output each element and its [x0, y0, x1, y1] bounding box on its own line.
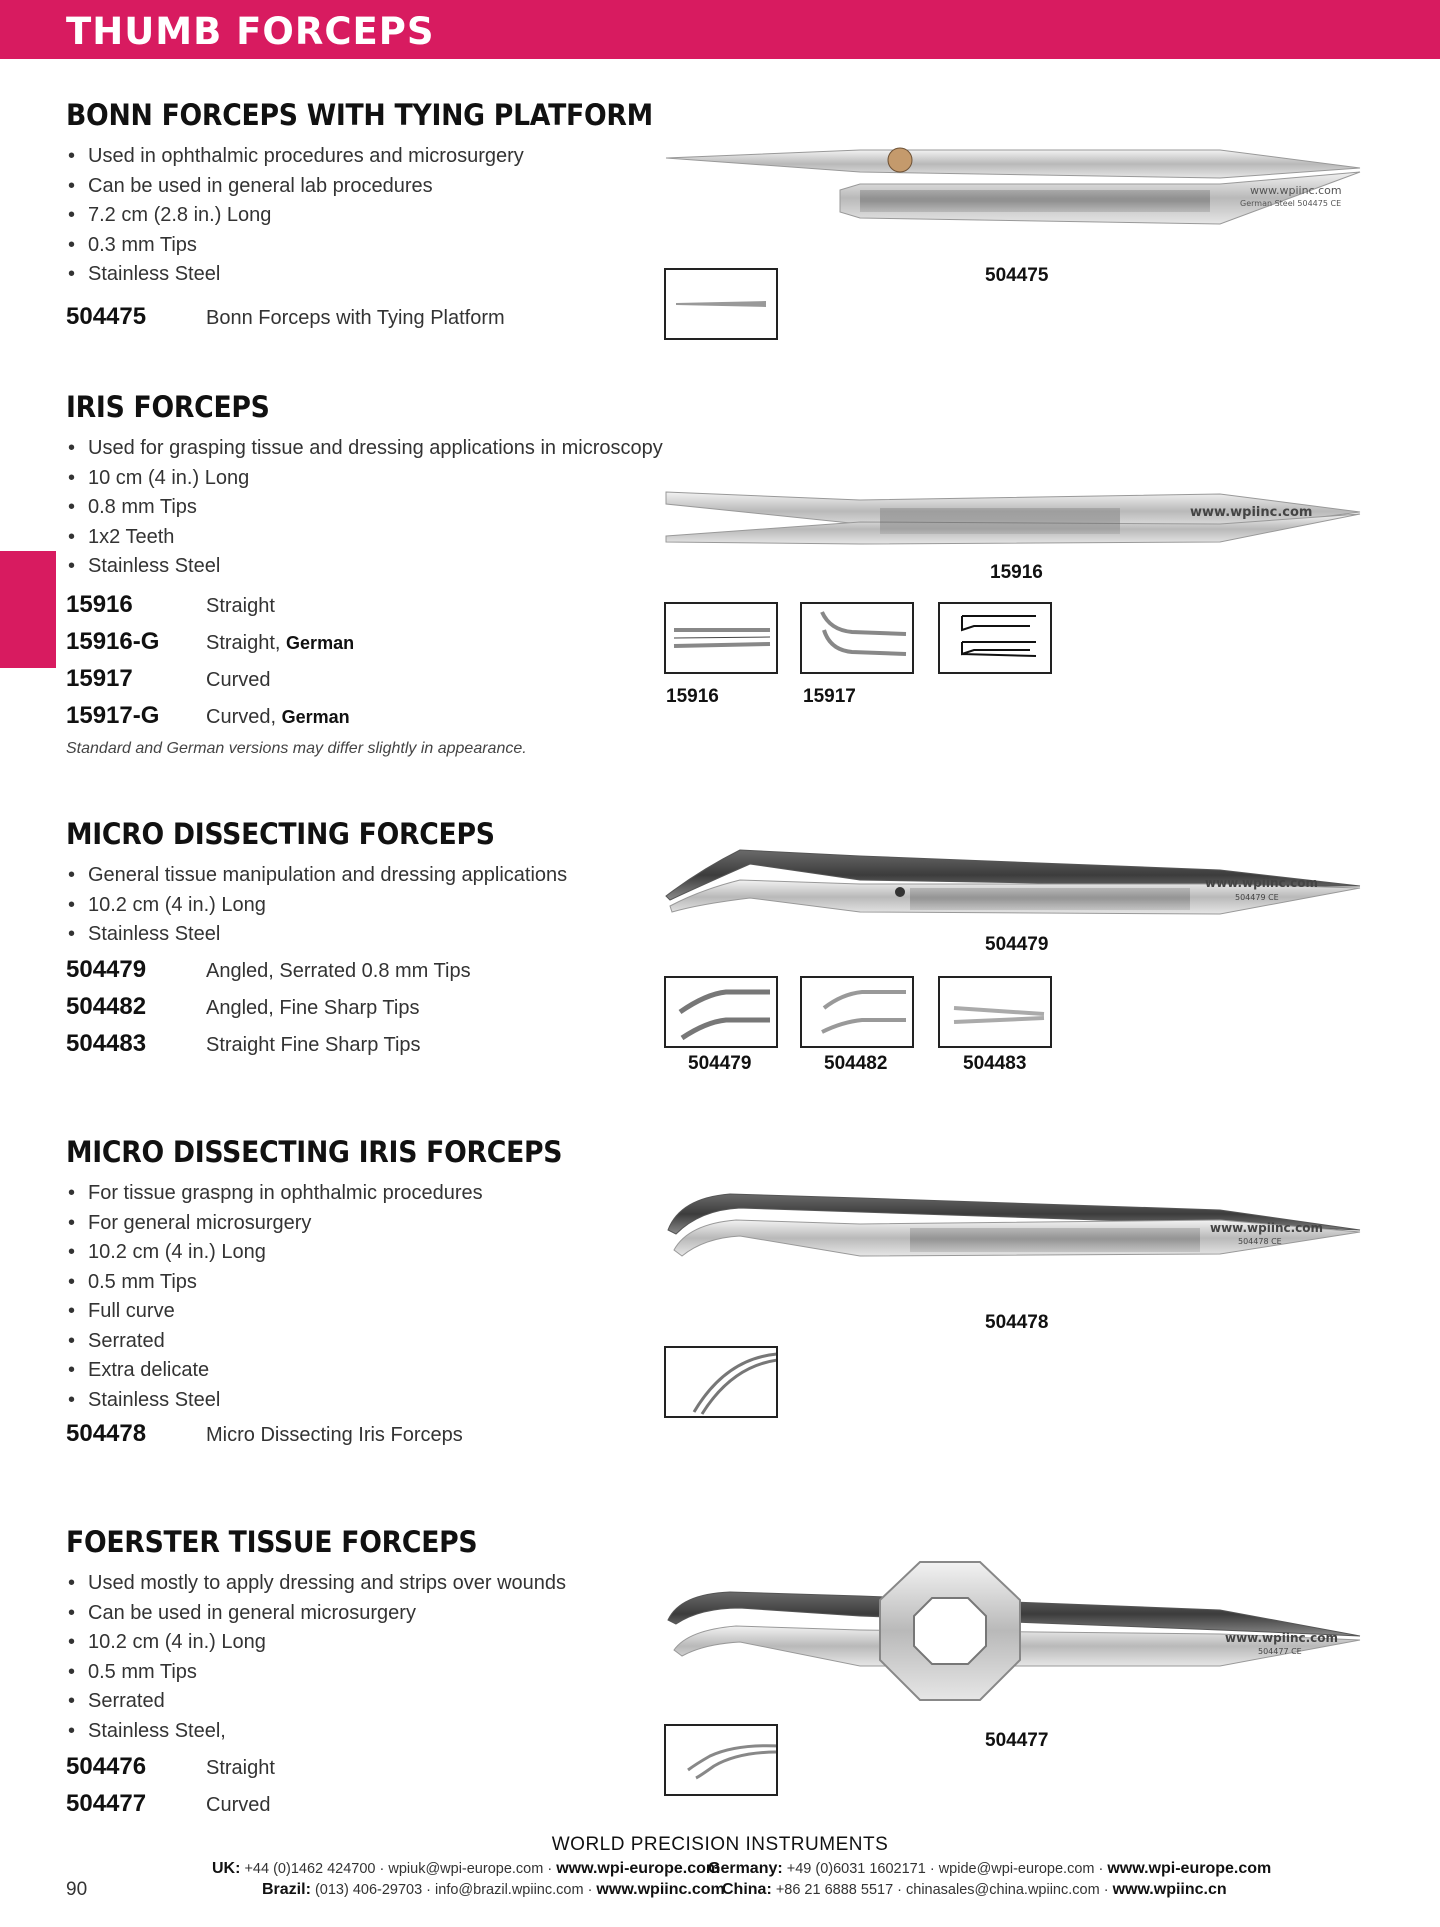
thumb-label: 15916 [666, 686, 719, 707]
section-title-micro-dissecting-iris: MICRO DISSECTING IRIS FORCEPS [66, 1135, 563, 1169]
bullet-list-bonn [66, 142, 524, 290]
product-desc-text: Curved [206, 669, 271, 691]
product-variant: German [281, 707, 350, 727]
bullet-item: • General tissue manipulation and dressing applications [66, 861, 567, 891]
product-code: 504476 [66, 1753, 147, 1780]
footer-company: WORLD PRECISION INSTRUMENTS [551, 1834, 889, 1855]
tip-thumbnail [800, 976, 914, 1048]
tip-thumbnail [664, 268, 778, 340]
tip-teeth-diagram [938, 602, 1052, 674]
bullet-item: • For general microsurgery [66, 1209, 483, 1239]
footer-link[interactable]: www.wpi-europe.com [1107, 1860, 1272, 1877]
thumb-label: 504483 [963, 1053, 1027, 1074]
bullet-item: • Stainless Steel [66, 920, 567, 950]
footer-link[interactable]: www.wpi-europe.com [556, 1860, 721, 1877]
engraving-text: 504478 CE [1238, 1237, 1282, 1246]
engraving-text: www.wpiinc.com [1190, 505, 1313, 520]
product-desc: Straight [206, 1757, 275, 1779]
engraving-text: www.wpiinc.com [1210, 1221, 1324, 1235]
footer-label: China: [722, 1881, 772, 1898]
engraving-text: www.wpiinc.com [1205, 876, 1319, 890]
bonn-forceps-photo [660, 120, 1380, 250]
product-code: 15917-G [66, 702, 160, 729]
footer-label: UK: [212, 1860, 241, 1877]
footer-label: Germany: [708, 1860, 783, 1877]
footer-text: +86 21 6888 5517 · chinasales@china.wpiinc.com · [775, 1882, 1113, 1898]
bullet-item: • 10 cm (4 in.) Long [66, 464, 663, 494]
micro-dissecting-forceps-photo [660, 840, 1380, 940]
tip-thumbnail [664, 602, 778, 674]
engraving-text: 504477 CE [1258, 1647, 1302, 1656]
bullet-item: • 0.5 mm Tips [66, 1268, 483, 1298]
footer-text: +49 (0)6031 1602171 · wpide@wpi-europe.com · [786, 1861, 1108, 1877]
footer-contact-germany [708, 1860, 1271, 1878]
thumb-label: 15917 [803, 686, 856, 707]
bullet-item: • Can be used in general microsurgery [66, 1599, 566, 1629]
foerster-forceps-photo [660, 1550, 1380, 1720]
product-desc: Straight Fine Sharp Tips [206, 1034, 421, 1056]
product-desc-text: Straight, [206, 632, 287, 654]
engraving-text: www.wpiinc.com [1250, 184, 1342, 197]
tip-thumbnail [664, 1724, 778, 1796]
product-desc [206, 632, 354, 655]
bullet-list-iris [66, 434, 663, 582]
page-title: THUMB FORCEPS [66, 10, 435, 53]
version-note: Standard and German versions may differ slightly in appearance. [66, 740, 527, 757]
footer-contact-uk [212, 1860, 720, 1878]
bullet-item: • Can be used in general lab procedures [66, 172, 524, 202]
photo-label: 504477 [985, 1730, 1049, 1751]
footer-link[interactable]: www.wpiinc.com [596, 1881, 725, 1898]
bullet-item: • Extra delicate [66, 1356, 483, 1386]
photo-label: 504478 [985, 1312, 1049, 1333]
thumb-label: 504479 [688, 1053, 752, 1074]
product-code: 504477 [66, 1790, 147, 1817]
engraving-text: 504479 CE [1235, 893, 1279, 902]
bullet-list-micro-dissecting-iris [66, 1179, 483, 1415]
tip-thumbnail [664, 1346, 778, 1418]
section-title-micro-dissecting: MICRO DISSECTING FORCEPS [66, 817, 495, 851]
bullet-item: • Used mostly to apply dressing and strips over wounds [66, 1569, 566, 1599]
product-code: 504482 [66, 993, 147, 1020]
bullet-item: • For tissue graspng in ophthalmic procedures [66, 1179, 483, 1209]
product-code: 504483 [66, 1030, 147, 1057]
product-desc: Bonn Forceps with Tying Platform [206, 307, 505, 329]
engraving-text: www.wpiinc.com [1225, 1631, 1339, 1645]
bullet-item: • 0.3 mm Tips [66, 231, 524, 261]
header-bar [0, 0, 1440, 59]
photo-label: 15916 [990, 562, 1043, 583]
product-desc: Curved [206, 1794, 271, 1816]
section-title-foerster: FOERSTER TISSUE FORCEPS [66, 1525, 478, 1559]
product-desc: Angled, Fine Sharp Tips [206, 997, 420, 1019]
side-tab-marker [0, 551, 56, 668]
bullet-item: • 10.2 cm (4 in.) Long [66, 891, 567, 921]
product-code: 15917 [66, 665, 133, 692]
bullet-item: • 10.2 cm (4 in.) Long [66, 1628, 566, 1658]
product-desc-text: Curved, [206, 706, 282, 728]
thumb-label: 504482 [824, 1053, 888, 1074]
engraving-text: German Steel 504475 CE [1240, 199, 1342, 208]
product-desc [206, 595, 275, 618]
bullet-item: • Stainless Steel [66, 552, 663, 582]
product-code: 504479 [66, 956, 147, 983]
product-desc-text: Straight [206, 595, 275, 617]
bullet-item: • Stainless Steel [66, 260, 524, 290]
section-title-iris: IRIS FORCEPS [66, 390, 270, 424]
footer-contact-brazil [262, 1881, 725, 1899]
bullet-item: • Stainless Steel, [66, 1717, 566, 1747]
photo-label: 504475 [985, 265, 1049, 286]
iris-forceps-photo [660, 478, 1380, 558]
product-code: 504475 [66, 303, 147, 330]
bullet-list-micro-dissecting [66, 861, 567, 950]
product-code: 504478 [66, 1420, 147, 1447]
product-desc: Micro Dissecting Iris Forceps [206, 1424, 463, 1446]
bullet-item: • Serrated [66, 1687, 566, 1717]
product-variant: German [286, 633, 355, 653]
footer-link[interactable]: www.wpiinc.cn [1112, 1881, 1227, 1898]
bullet-item: • Stainless Steel [66, 1386, 483, 1416]
product-desc: Angled, Serrated 0.8 mm Tips [206, 960, 471, 982]
bullet-list-foerster [66, 1569, 566, 1746]
photo-label: 504479 [985, 934, 1049, 955]
bullet-item: • 0.8 mm Tips [66, 493, 663, 523]
footer-text: (013) 406-29703 · info@brazil.wpiinc.com · [314, 1882, 597, 1898]
section-title-bonn: BONN FORCEPS WITH TYING PLATFORM [66, 98, 653, 132]
tip-thumbnail [800, 602, 914, 674]
bullet-item: • 0.5 mm Tips [66, 1658, 566, 1688]
bullet-item: • Used for grasping tissue and dressing applications in microscopy [66, 434, 663, 464]
bullet-item: • 7.2 cm (2.8 in.) Long [66, 201, 524, 231]
product-code: 15916-G [66, 628, 160, 655]
footer-label: Brazil: [262, 1881, 311, 1898]
bullet-item: • Full curve [66, 1297, 483, 1327]
tip-thumbnail [664, 976, 778, 1048]
bullet-item: • 1x2 Teeth [66, 523, 663, 553]
page-number: 90 [66, 1879, 88, 1900]
footer-contact-china [722, 1881, 1227, 1899]
bullet-item: • Used in ophthalmic procedures and microsurgery [66, 142, 524, 172]
footer-text: +44 (0)1462 424700 · wpiuk@wpi-europe.com · [244, 1861, 557, 1877]
product-desc [206, 706, 350, 729]
bullet-item: • 10.2 cm (4 in.) Long [66, 1238, 483, 1268]
product-code: 15916 [66, 591, 133, 618]
bullet-item: • Serrated [66, 1327, 483, 1357]
product-desc [206, 669, 270, 692]
tip-thumbnail [938, 976, 1052, 1048]
micro-dissecting-iris-forceps-photo [660, 1180, 1380, 1280]
